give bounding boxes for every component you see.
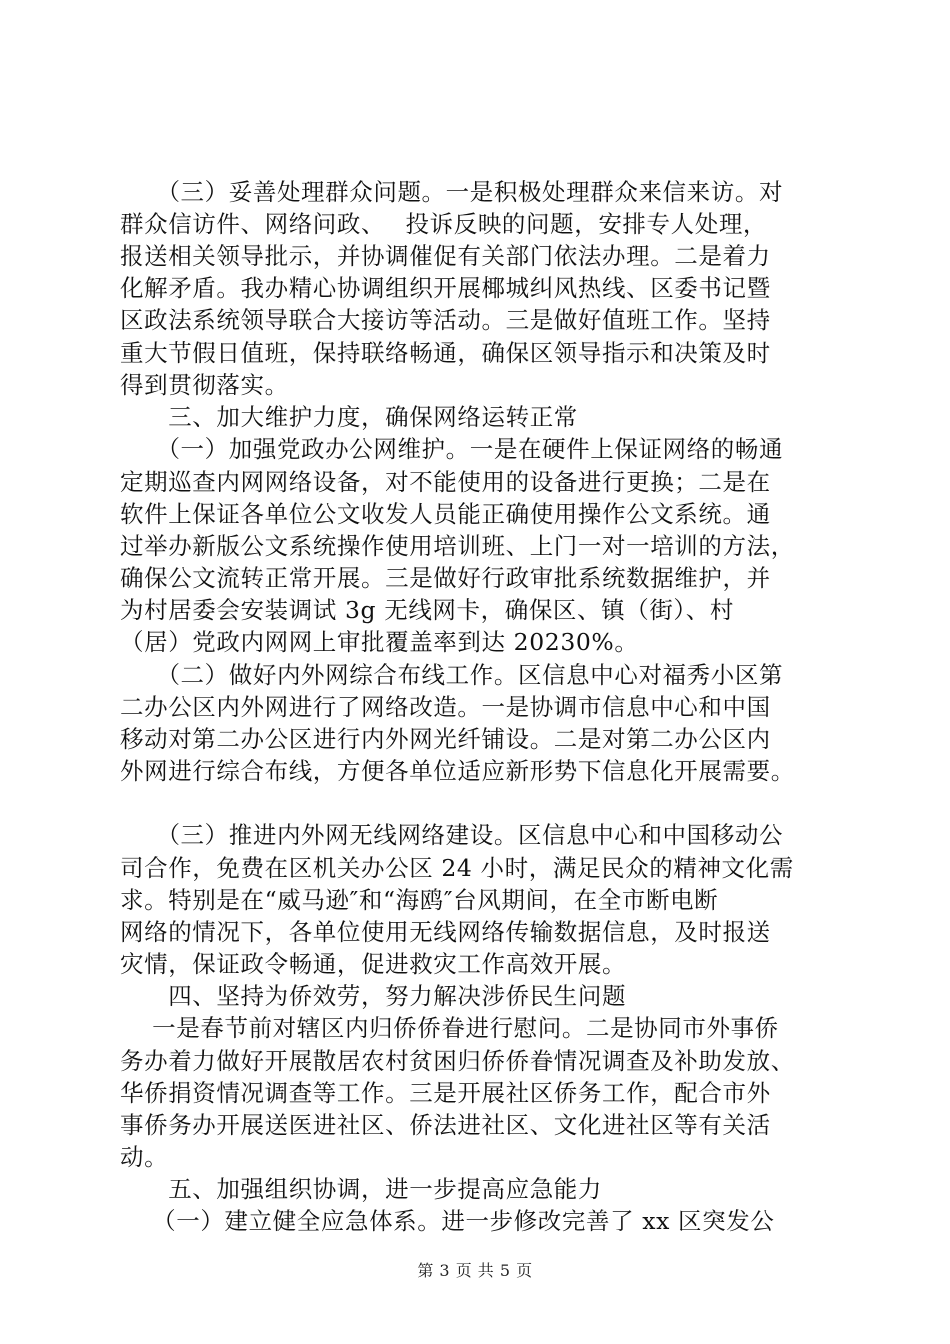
page-footer: 第 3 页 共 5 页	[417, 1261, 533, 1280]
text-line: 二办公区内外网进行了网络改造。一是协调市信息中心和中国	[120, 693, 771, 721]
text-line: （一）建立健全应急体系。进一步修改完善了 xx 区突发公	[120, 1207, 775, 1235]
text-line: 化解矛盾。我办精心协调组织开展椰城纠风热线、区委书记暨	[120, 274, 771, 302]
text-line: 外网进行综合布线，方便各单位适应新形势下信息化开展需要。	[120, 757, 795, 785]
text-line: 移动对第二办公区进行内外网光纤铺设。二是对第二办公区内	[120, 725, 771, 753]
text-line: 动。	[120, 1143, 169, 1171]
text-line: 重大节假日值班，保持联络畅通，确保区领导指示和决策及时	[120, 339, 771, 367]
text-line: 得到贯彻落实。	[120, 371, 289, 399]
text-line: 华侨捐资情况调查等工作。三是开展社区侨务工作，配合市外	[120, 1079, 771, 1107]
text-line: 灾情，保证政令畅通，促进救灾工作高效开展。	[120, 950, 627, 978]
text-line: 确保公文流转正常开展。三是做好行政审批系统数据维护，并	[120, 564, 771, 592]
text-line: （居）党政内网网上审批覆盖率到达 20230%。	[120, 628, 639, 656]
text-line: 网络的情况下，各单位使用无线网络传输数据信息，及时报送	[120, 918, 771, 946]
text-line: 司合作，免费在区机关办公区 24 小时，满足民众的精神文化需	[120, 854, 794, 882]
text-line: 过举办新版公文系统操作使用培训班、上门一对一培训的方法，	[120, 532, 795, 560]
text-line: （三）妥善处理群众问题。一是积极处理群众来信来访。对	[120, 178, 784, 206]
text-line: 为村居委会安装调试 3g 无线网卡，确保区、镇（街）、村	[120, 596, 734, 624]
text-line: 事侨务办开展送医进社区、侨法进社区、文化进社区等有关活	[120, 1111, 771, 1139]
text-line: 定期巡查内网网络设备，对不能使用的设备进行更换；二是在	[120, 468, 771, 496]
text-line: 一是春节前对辖区内归侨侨眷进行慰问。二是协同市外事侨	[120, 1014, 779, 1042]
text-line: （三）推进内外网无线网络建设。区信息中心和中国移动公	[120, 821, 784, 849]
text-line: 务办着力做好开展散居农村贫困归侨侨眷情况调查及补助发放、	[120, 1047, 795, 1075]
section-heading: 四、坚持为侨效劳，努力解决涉侨民生问题	[120, 982, 627, 1010]
text-line: （一）加强党政办公网维护。一是在硬件上保证网络的畅通	[120, 435, 784, 463]
text-line: 区政法系统领导联合大接访等活动。三是做好值班工作。坚持	[120, 306, 771, 334]
text-line: 软件上保证各单位公文收发人员能正确使用操作公文系统。通	[120, 500, 771, 528]
text-line: 报送相关领导批示，并协调催促有关部门依法办理。二是着力	[120, 242, 771, 270]
section-heading: 三、加大维护力度，确保网络运转正常	[120, 403, 578, 431]
section-heading: 五、加强组织协调，进一步提高应急能力	[120, 1175, 602, 1203]
text-line: 群众信访件、网络问政、 投诉反映的问题，安排专人处理，	[120, 210, 768, 238]
text-line: 求。特别是在“威马逊″和“海鸥″台风期间，在全市断电断	[120, 886, 719, 914]
text-line: （二）做好内外网综合布线工作。区信息中心对福秀小区第	[120, 661, 784, 689]
